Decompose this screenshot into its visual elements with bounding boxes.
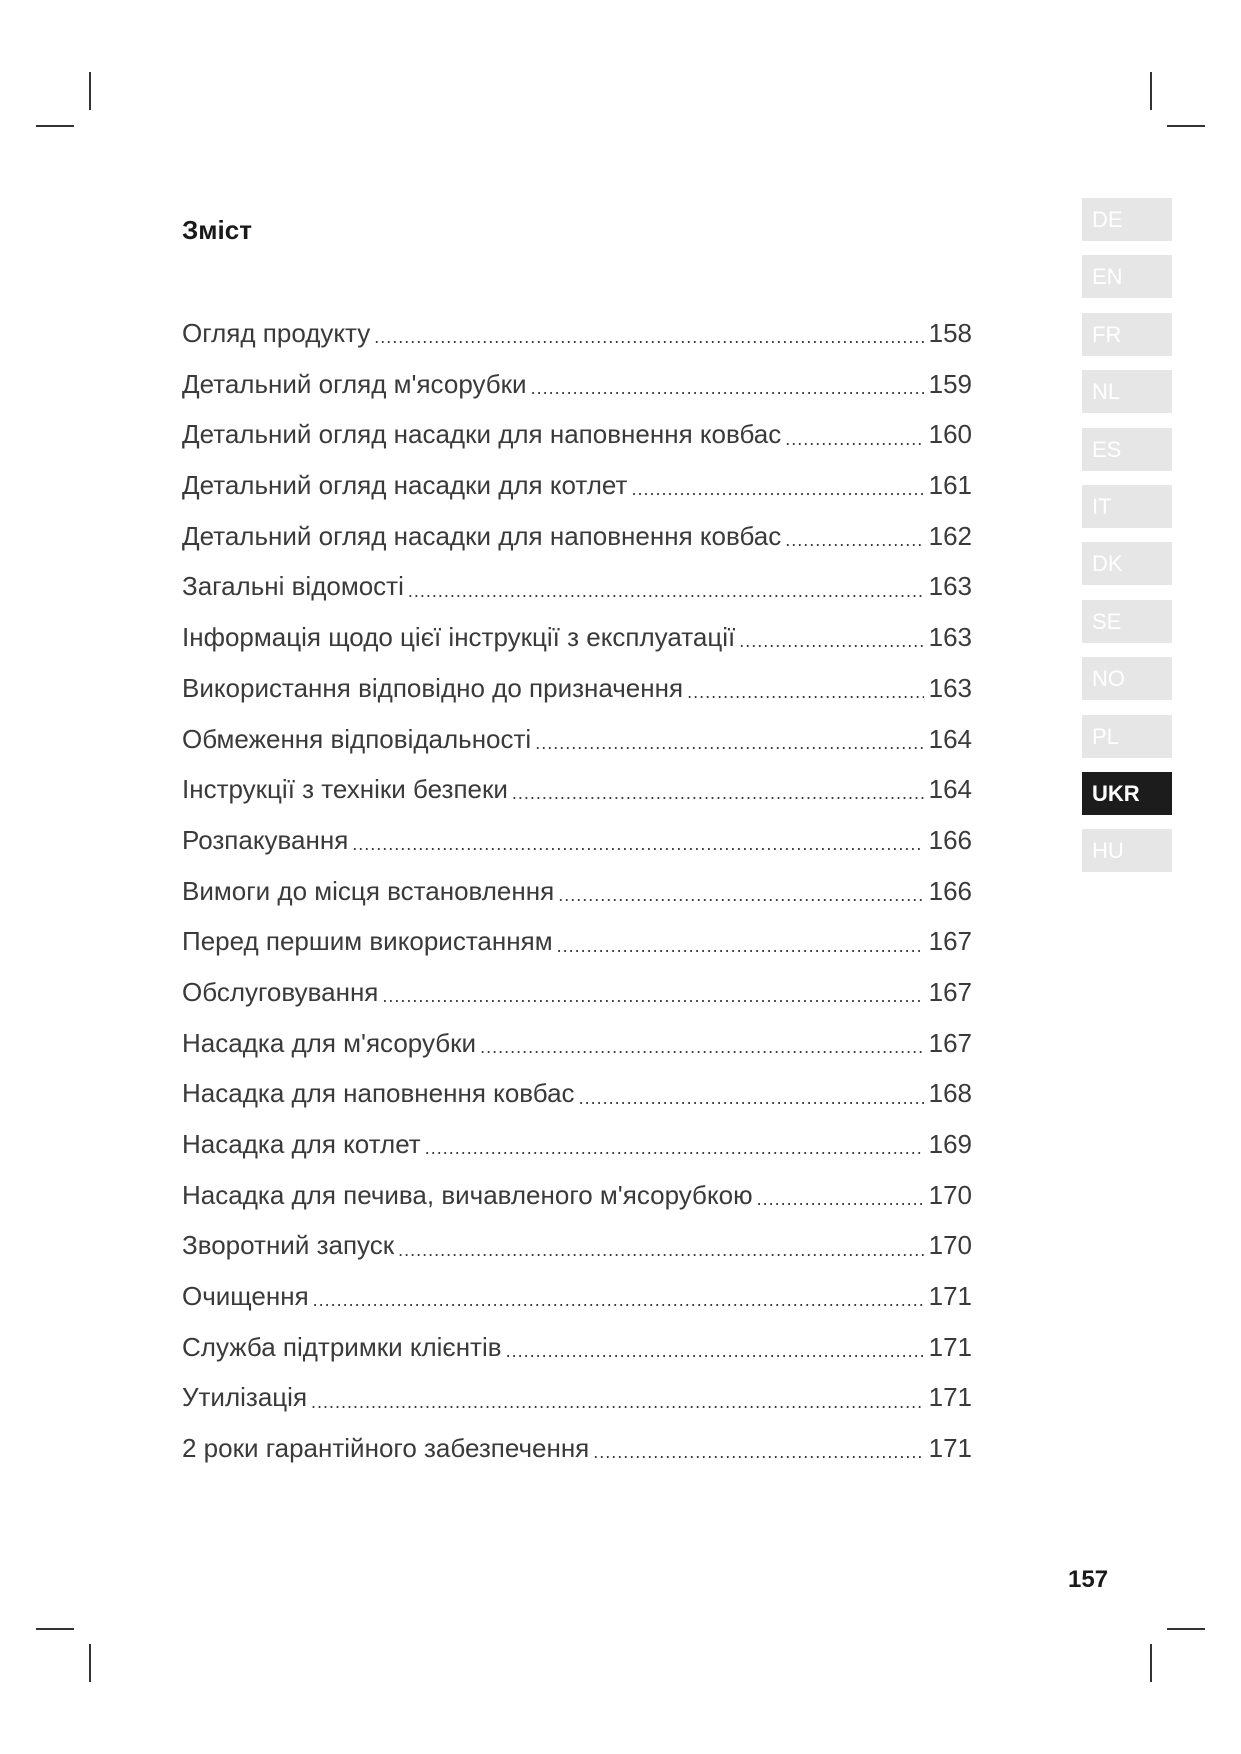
toc-entry-page: 170	[928, 1179, 972, 1210]
dot-leader	[352, 826, 924, 852]
toc-entry-page: 163	[928, 571, 972, 602]
toc-entry[interactable]	[182, 369, 972, 420]
toc-entry-label: Утилізація	[182, 1382, 308, 1413]
toc-entry[interactable]	[182, 1078, 972, 1129]
dot-leader	[374, 319, 924, 345]
lang-tab-se[interactable]: SE	[1082, 600, 1172, 643]
dot-leader	[757, 1181, 924, 1207]
dot-leader	[382, 978, 924, 1004]
toc-entry-label: Насадка для печива, вичавленого м'ясорубкою	[182, 1179, 753, 1210]
toc-entry-label: Служба підтримки клієнтів	[182, 1331, 502, 1362]
toc-entry-page: 164	[928, 774, 972, 805]
crop-mark-bottom-right-vertical	[1150, 1644, 1152, 1682]
lang-tab-it[interactable]: IT	[1082, 485, 1172, 528]
toc-entry-page: 161	[928, 470, 972, 501]
toc-entry-label: Детальний огляд насадки для наповнення ковбас	[182, 419, 782, 450]
lang-tab-nl[interactable]: NL	[1082, 370, 1172, 413]
dot-leader	[593, 1434, 924, 1460]
toc-entry-page: 171	[928, 1433, 972, 1464]
toc-entry-page: 164	[928, 723, 972, 754]
toc-entry-page: 169	[928, 1129, 972, 1159]
dot-leader	[739, 623, 924, 649]
toc-entry-label: Обмеження відповідальності	[182, 723, 532, 754]
crop-mark-bottom-left-horizontal	[36, 1628, 74, 1630]
toc-entry-page: 171	[928, 1331, 972, 1362]
toc-entry-page: 167	[928, 976, 972, 1007]
dot-leader	[631, 471, 924, 497]
lang-tab-pl[interactable]: PL	[1082, 715, 1172, 758]
dot-leader	[408, 573, 924, 599]
toc-entry-page: 163	[928, 672, 972, 703]
toc-entry[interactable]	[182, 419, 972, 470]
toc-entry-page: 167	[928, 926, 972, 957]
toc-entry-page: 171	[928, 1382, 972, 1413]
toc-entry-label: Розпакування	[182, 824, 349, 855]
toc-entry[interactable]	[182, 876, 972, 927]
toc-entry-page: 162	[928, 520, 972, 551]
toc-entry[interactable]	[182, 977, 972, 1028]
toc-entry-label: Насадка для котлет	[182, 1129, 421, 1159]
lang-tab-no[interactable]: NO	[1082, 657, 1172, 700]
lang-tab-fr[interactable]: FR	[1082, 313, 1172, 356]
toc-entry-page: 160	[928, 419, 972, 450]
crop-mark-bottom-right-horizontal	[1167, 1628, 1205, 1630]
toc-entry-label: Насадка для м'ясорубки	[182, 1027, 477, 1058]
toc-entry-label: Зворотний запуск	[182, 1230, 395, 1261]
toc-entry[interactable]	[182, 318, 972, 369]
toc-entry[interactable]	[182, 622, 972, 673]
crop-mark-top-right-vertical	[1150, 72, 1152, 110]
toc-entry[interactable]	[182, 470, 972, 521]
toc-entry-page: 163	[928, 622, 972, 653]
toc-entry-label: Насадка для наповнення ковбас	[182, 1078, 575, 1109]
toc-entry[interactable]	[182, 1129, 972, 1180]
crop-mark-top-left-vertical	[89, 72, 91, 110]
dot-leader	[785, 421, 924, 447]
lang-tab-hu[interactable]: HU	[1082, 829, 1172, 872]
toc-entry[interactable]	[182, 1281, 972, 1332]
dot-leader	[512, 775, 924, 801]
crop-mark-bottom-left-vertical	[89, 1644, 91, 1682]
toc-entry[interactable]	[182, 1332, 972, 1383]
toc-entry-page: 171	[928, 1281, 972, 1312]
dot-leader	[313, 1282, 924, 1308]
toc-entry[interactable]	[182, 926, 972, 977]
toc-entry-label: Обслуговування	[182, 976, 379, 1007]
toc-entry-label: Огляд продукту	[182, 318, 371, 348]
toc-entry-label: Використання відповідно до призначення	[182, 672, 684, 703]
dot-leader	[687, 674, 924, 700]
lang-tab-en[interactable]: EN	[1082, 255, 1172, 298]
toc-entry[interactable]	[182, 825, 972, 876]
toc-entry-label: Перед першим використанням	[182, 926, 553, 957]
table-of-contents	[182, 318, 972, 1484]
toc-entry-label: Детальний огляд насадки для наповнення ковбас	[182, 520, 782, 551]
toc-entry-label: Інформація щодо цієї інструкції з експлуатації	[182, 622, 736, 653]
lang-tab-de[interactable]: DE	[1082, 198, 1172, 241]
dot-leader	[506, 1333, 924, 1359]
toc-entry[interactable]	[182, 1433, 972, 1484]
toc-entry[interactable]	[182, 571, 972, 622]
lang-tab-es[interactable]: ES	[1082, 428, 1172, 471]
page-number: 157	[1068, 1566, 1109, 1593]
toc-entry-page: 159	[928, 368, 972, 399]
dot-leader	[531, 370, 924, 396]
crop-mark-top-left-horizontal	[36, 125, 74, 127]
dot-leader	[558, 877, 924, 903]
toc-entry-label: Загальні відомості	[182, 571, 404, 602]
dot-leader	[398, 1232, 924, 1258]
crop-mark-top-right-horizontal	[1167, 125, 1205, 127]
language-tabs	[1082, 198, 1172, 887]
dot-leader	[311, 1384, 924, 1410]
dot-leader	[480, 1029, 924, 1055]
toc-entry[interactable]	[182, 1382, 972, 1433]
toc-entry-page: 166	[928, 875, 972, 906]
lang-tab-ukr[interactable]: UKR	[1082, 772, 1172, 815]
toc-entry-page: 167	[928, 1027, 972, 1058]
toc-entry[interactable]	[182, 673, 972, 724]
dot-leader	[425, 1130, 924, 1156]
dot-leader	[785, 522, 924, 548]
dot-leader	[535, 725, 924, 751]
toc-entry-page: 168	[928, 1078, 972, 1109]
toc-entry[interactable]	[182, 1230, 972, 1281]
toc-entry-label: Вимоги до місця встановлення	[182, 875, 555, 906]
toc-entry-page: 170	[928, 1230, 972, 1261]
dot-leader	[557, 928, 924, 954]
toc-entry[interactable]	[182, 521, 972, 572]
toc-entry-label: Очищення	[182, 1281, 309, 1312]
toc-entry-label: Детальний огляд м'ясорубки	[182, 368, 527, 399]
dot-leader	[579, 1080, 924, 1106]
toc-entry[interactable]	[182, 724, 972, 775]
toc-entry[interactable]	[182, 1028, 972, 1079]
toc-entry-label: 2 роки гарантійного забезпечення	[182, 1433, 590, 1464]
page-title: Зміст	[182, 215, 252, 245]
toc-entry[interactable]	[182, 774, 972, 825]
toc-entry-page: 158	[928, 318, 972, 348]
toc-entry-label: Інструкції з техніки безпеки	[182, 774, 508, 805]
toc-entry-page: 166	[928, 824, 972, 855]
toc-entry-label: Детальний огляд насадки для котлет	[182, 470, 628, 501]
lang-tab-dk[interactable]: DK	[1082, 542, 1172, 585]
toc-entry[interactable]	[182, 1180, 972, 1231]
